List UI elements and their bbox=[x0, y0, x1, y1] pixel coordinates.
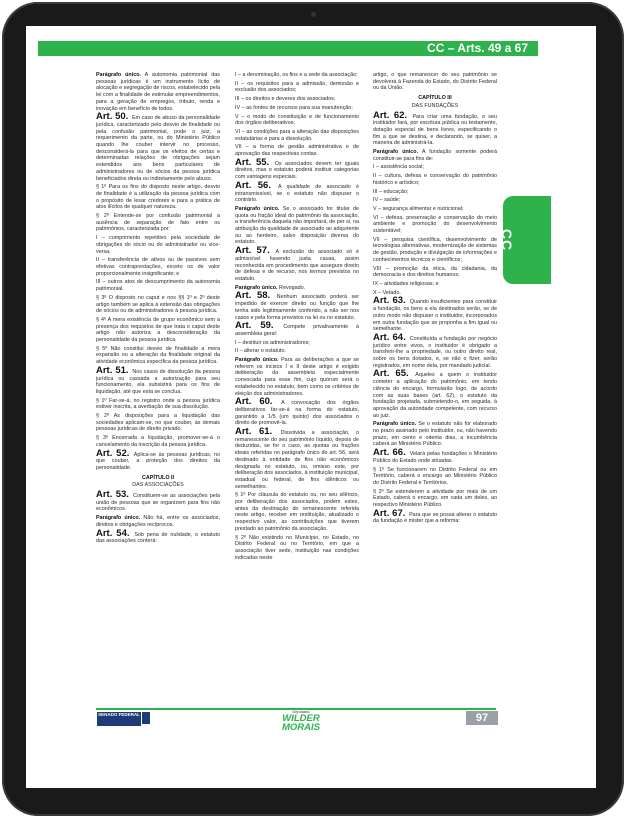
inciso: VIII – promoção da ética, da cidadania, da democracia e dos direitos humanos; bbox=[373, 265, 497, 279]
deputado-name-last: MORAIS bbox=[282, 722, 320, 733]
paragraph: Parágrafo único. A fundação somente poderá constituir-se para fins de: bbox=[373, 149, 497, 162]
paragraph: Parágrafo único. A autonomia patrimonial das pessoas jurídicas é um instrumento lícito de alocação e segregação de riscos, estabelecido pela lei com a finalidade de estimular empreendimentos, para a geração de empregos, tributo, renda e inovação em benefício de todos. bbox=[96, 72, 220, 112]
paragraph: § 2º Se estenderem a atividade por mais de um Estado, caberá o encargo, em cada um deles, ao respectivo Ministério Público. bbox=[373, 488, 497, 509]
inciso: II – transferência de ativos ou de passivos sem efetivas contraprestações, exceto os de valor proporcionalmente insignificante; e bbox=[96, 257, 220, 277]
text-column-2 bbox=[235, 72, 359, 682]
article-50: Art. 50. Em caso de abuso da personalidade jurídica, caracterizado pelo desvio de finalidade ou pela confusão patrimonial, pode o juiz, a requerimento da parte, ou do Ministério Público quando lhe couber intervir no processo, desconsiderá-la para que os efeitos de certas e determinadas relações de obrigações sejam estendidos aos bens particulares de administradores ou de sócios da pessoa jurídica beneficiados direta ou indiretamente pelo abuso. bbox=[96, 111, 220, 182]
paragraph: § 1º Far-se-á, no registro onde a pessoa jurídica estiver inscrita, a averbação de sua dissolução. bbox=[96, 397, 220, 411]
article-67: Art. 67. Para que se possa alterar o estatuto da fundação é mister que a reforma: bbox=[373, 507, 497, 525]
inciso: IV – saúde; bbox=[373, 197, 401, 204]
paragraph: Parágrafo único. Para as deliberações a que se referem os incisos I e II deste artigo é exigido deliberação da assembleia especialmente convocada para esse fim, cujo quórum será o estabelecido no estatuto, bem como os critérios de eleição dos administradores. bbox=[235, 357, 359, 397]
paragraph: Parágrafo único. Se o associado for titular de quota ou fração ideal do patrimônio da associação, a transferência daquela não importará, de per si, na atribuição da qualidade de associado ao adquirente ou ao herdeiro, salvo disposição diversa do estatuto. bbox=[235, 205, 359, 246]
inciso: I – a denominação, os fins e a sede da associação; bbox=[235, 72, 358, 78]
article-52: Art. 52. Aplica-se às pessoas jurídicas, no que couber, a proteção dos direitos da personalidade. bbox=[96, 447, 220, 471]
side-tab-label: CC bbox=[499, 228, 515, 252]
senado-logo bbox=[97, 712, 141, 726]
paragraph: § 1º Para os fins do disposto neste artigo, desvio de finalidade é a utilização da pessoa jurídica com o propósito de lesar credores e para a prática de atos ilícitos de qualquer natureza. bbox=[96, 184, 220, 211]
paragraph: Parágrafo único. Não há, entre os associados, direitos e obrigações recíprocos. bbox=[96, 515, 220, 528]
paragraph: § 2º Entende-se por confusão patrimonial a ausência de separação de fato entre os patrimônios, caracterizada por: bbox=[96, 213, 220, 233]
inciso: II – cultura, defesa e conservação do patrimônio histórico e artístico; bbox=[373, 173, 497, 186]
paragraph: artigo, o que remanescer do seu patrimônio se devolverá à Fazenda do Estado, do Distrito Federal ou da União. bbox=[373, 72, 497, 92]
article-60: Art. 60. A convocação dos órgãos deliberativos far-se-á na forma do estatuto, garantido a 1/5 (um quinto) dos associados o direito de promovê-la. bbox=[235, 396, 359, 427]
article-58: Art. 58. Nenhum associado poderá ser impedido de exercer direito ou função que lhe tenha sido legitimamente conferido, a não ser nos casos e pela forma previstos na lei ou no estatuto. bbox=[235, 290, 359, 321]
page-number: 97 bbox=[466, 711, 498, 725]
inciso: VI – as condições para a alteração das disposições estatutárias e para a dissolução. bbox=[235, 128, 359, 142]
inciso: I – cumprimento repetitivo pela sociedade de obrigações do sócio ou do administrador ou vice-versa; bbox=[96, 235, 220, 255]
front-camera bbox=[311, 12, 316, 17]
deputado-title: Deputado bbox=[292, 709, 310, 714]
article-62: Art. 62. Para criar uma fundação, o seu instituidor fará, por escritura pública ou testamento, dotação especial de bens livres, especificando o fim a que se destina, e declarando, se quiser, a maneira de administrá-la. bbox=[373, 109, 497, 147]
article-64: Art. 64. Constituída a fundação por negócio jurídico entre vivos, o instituidor é obrigado a transferir-lhe a propriedade, ou outro direito real, sobre os bens dotados, e, se não o fizer, serão registrados, em nome dela, por mandado judicial. bbox=[373, 331, 497, 369]
side-tab-cc[interactable] bbox=[499, 196, 551, 284]
article-59: Art. 59. Compete privativamente à assembleia geral: bbox=[235, 320, 359, 337]
paragraph: § 3º O disposto no caput e nos §§ 1º e 2º deste artigo também se aplica à extensão das obrigações de sócios ou de administradores à pessoa jurídica. bbox=[96, 294, 220, 315]
inciso: I – assistência social; bbox=[373, 164, 424, 171]
paragraph: § 2º As disposições para a liquidação das sociedades aplicam-se, no que couber, às demais pessoas jurídicas de direito privado. bbox=[96, 413, 220, 433]
article-53: Art. 53. Constituem-se as associações pela união de pessoas que se organizem para fins não econômicos. bbox=[96, 489, 220, 513]
deputado-logo bbox=[274, 710, 328, 732]
inciso: IX – atividades religiosas; e bbox=[373, 280, 439, 287]
article-65: Art. 65. Aqueles a quem o instituidor cometer a aplicação do patrimônio, em tendo ciência do encargo, formularão logo, de acordo com as suas bases (art. 62), o estatuto da fundação projetada, submetendo-o, em seguida, à aprovação da autoridade competente, com recurso ao juiz. bbox=[373, 368, 497, 419]
header-title: CC – Arts. 49 a 67 bbox=[427, 41, 528, 55]
article-57: Art. 57. A exclusão do associado só é admissível havendo justa causa, assim reconhecida em procedimento que assegure direito de defesa e de recurso, nos termos previstos no estatuto. bbox=[235, 245, 359, 282]
inciso: I – destituir os administradores; bbox=[235, 339, 310, 346]
chapter-title: CAPÍTULO III bbox=[418, 95, 452, 102]
inciso: V – o modo de constituição e de funcionamento dos órgãos deliberativos; bbox=[235, 113, 359, 127]
inciso: III – educação; bbox=[373, 188, 409, 195]
inciso: VII – pesquisa científica, desenvolvimento de tecnologias alternativas, modernização de sistemas de gestão, produção e divulgação de informações e conhecimentos técnicos e científicos; bbox=[373, 236, 497, 263]
text-column-3 bbox=[373, 72, 497, 682]
paragraph: § 1º Por cláusula do estatuto ou, no seu silêncio, por deliberação dos associados, podem estes, antes da destinação do remanescente referida neste artigo, receber em restituição, atualizado o respectivo valor, as contribuições que tiverem prestado ao patrimônio da associação. bbox=[235, 492, 359, 532]
paragraph: § 3º Encerrada a liquidação, promover-se-á o cancelamento da inscrição da pessoa jurídica. bbox=[96, 435, 220, 448]
deputado-name-first: WILDER bbox=[282, 713, 320, 724]
paragraph: Parágrafo único. Se o estatuto não for elaborado no prazo assinado pelo instituidor, ou, não havendo prazo, em cento e oitenta dias, a incumbência caberá ao Ministério Público. bbox=[373, 421, 497, 448]
inciso: X – Vetado. bbox=[373, 289, 401, 296]
inciso: III – os direitos e deveres dos associados; bbox=[235, 96, 336, 103]
chapter-title: CAPÍTULO II bbox=[141, 474, 175, 481]
paragraph: § 1º Se funcionarem no Distrito Federal ou em Território, caberá o encargo ao Ministério Público do Distrito Federal e Territórios. bbox=[373, 466, 497, 486]
inciso: VII – a forma de gestão administrativa e de aprovação das respectivas contas. bbox=[235, 144, 359, 158]
article-61: Art. 61. Dissolvida a associação, o remanescente do seu patrimônio líquido, depois de deduzidas, se for o caso, as quotas ou frações ideais referidas no parágrafo único do art. 56, será destinado à entidade de fins não econômicos designada no estatuto, ou, omisso este, por deliberação dos associados, à instituição municipal, estadual ou federal, de fins idênticos ou semelhantes. bbox=[235, 426, 359, 490]
page-header bbox=[38, 41, 538, 56]
article-51: Art. 51. Nos casos de dissolução da pessoa jurídica ou cassada a autorização para seu funcionamento, ela subsistirá para os fins de liquidação, até que esta se conclua. bbox=[96, 364, 220, 395]
inciso: V – segurança alimentar e nutricional; bbox=[373, 205, 464, 212]
paragraph: § 4º A mera existência de grupo econômico sem a presença dos requisitos de que trata o caput deste artigo não autoriza a desconsideração da personalidade da pessoa jurídica. bbox=[96, 316, 220, 344]
text-column-1 bbox=[96, 72, 220, 682]
inciso: IV – as fontes de recursos para sua manutenção; bbox=[235, 104, 353, 111]
senado-emblem-icon bbox=[142, 712, 150, 724]
senado-label: SENADO FEDERAL bbox=[98, 712, 140, 717]
chapter-subtitle: DAS FUNDAÇÕES bbox=[411, 102, 459, 109]
inciso: III – outros atos de descumprimento da autonomia patrimonial. bbox=[96, 279, 220, 293]
inciso: VI – defesa, preservação e conservação do meio ambiente e promoção do desenvolvimento sustentável; bbox=[373, 214, 497, 235]
article-55: Art. 55. Os associados devem ter iguais direitos, mas o estatuto poderá instituir categorias com vantagens especiais. bbox=[235, 156, 359, 181]
paragraph: Parágrafo único. Revogado. bbox=[235, 284, 306, 291]
paragraph: § 2º Não existindo no Município, no Estado, no Distrito Federal ou no Território, em que a associação tiver sede, instituição nas condições indicadas neste bbox=[235, 534, 359, 561]
inciso: II – alterar o estatuto. bbox=[235, 348, 286, 355]
article-63: Art. 63. Quando insuficientes para constituir a fundação, os bens a ela destinados serão, se de outro modo não dispuser o instituidor, incorporados em outra fundação que se proponha a fim igual ou semelhante. bbox=[373, 295, 497, 333]
article-66: Art. 66. Velará pelas fundações o Ministério Público do Estado onde situadas. bbox=[373, 447, 497, 464]
article-54: Art. 54. Sob pena de nulidade, o estatuto das associações conterá: bbox=[96, 527, 220, 545]
inciso: II – os requisitos para a admissão, demissão e exclusão dos associados; bbox=[235, 80, 359, 94]
paragraph: § 5º Não constitui desvio de finalidade a mera expansão ou a alteração da finalidade original da atividade econômica específica da pessoa jurídica. bbox=[96, 345, 220, 366]
chapter-subtitle: DAS ASSOCIAÇÕES bbox=[132, 482, 184, 489]
article-56: Art. 56. A qualidade de associado é intransmissível, se o estatuto não dispuser o contrário. bbox=[235, 179, 359, 204]
